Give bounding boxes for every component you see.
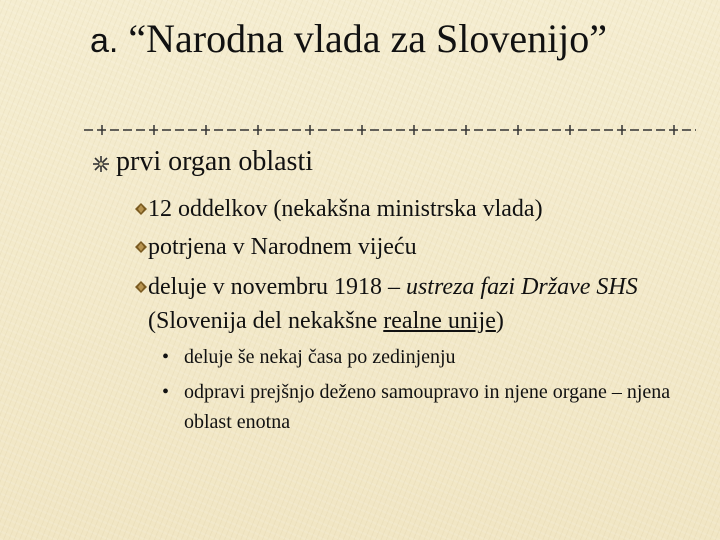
title-main: “Narodna vlada za Slovenijo” [128, 16, 608, 61]
bullet-level2-text: potrjena v Narodnem vijeću [148, 234, 417, 260]
bullet-level2-text: 12 oddelkov (nekakšna ministrska vlada) [148, 196, 543, 222]
bullet-level3-text: odpravi prejšnjo deženo samoupravo in njene organe – njena oblast enotna [184, 381, 671, 433]
bullet-level2-text-italic: ustreza fazi Države SHS [405, 274, 638, 300]
asterisk-star-icon [92, 155, 110, 173]
bullet-dot-icon: • [162, 346, 170, 368]
bullet-level2-item [148, 192, 688, 226]
slide-title [90, 14, 690, 66]
title-prefix: a. [90, 22, 119, 60]
bullet-level2-text-underlined: realne unije [383, 308, 496, 334]
bullet-level2-text-part: (Slovenija del nekakšne [148, 308, 384, 334]
bullet-level2-text-part: deluje v novembru 1918 – [148, 274, 406, 300]
diamond-bullet-icon [134, 202, 148, 216]
diamond-bullet-icon [134, 240, 148, 254]
bullet-dot-icon: • [162, 381, 170, 403]
bullet-level2-text-part: ) [495, 308, 504, 334]
diamond-bullet-icon [134, 280, 148, 294]
bullet-level3-item [162, 377, 704, 437]
bullet-level3-item [162, 342, 704, 372]
title-divider [84, 122, 696, 138]
bullet-level1-text: prvi organ oblasti [116, 146, 314, 177]
bullet-level2-item [148, 230, 688, 264]
bullet-level2-item [148, 270, 688, 338]
bullet-level3-text: deluje še nekaj časa po zedinjenju [184, 346, 456, 368]
